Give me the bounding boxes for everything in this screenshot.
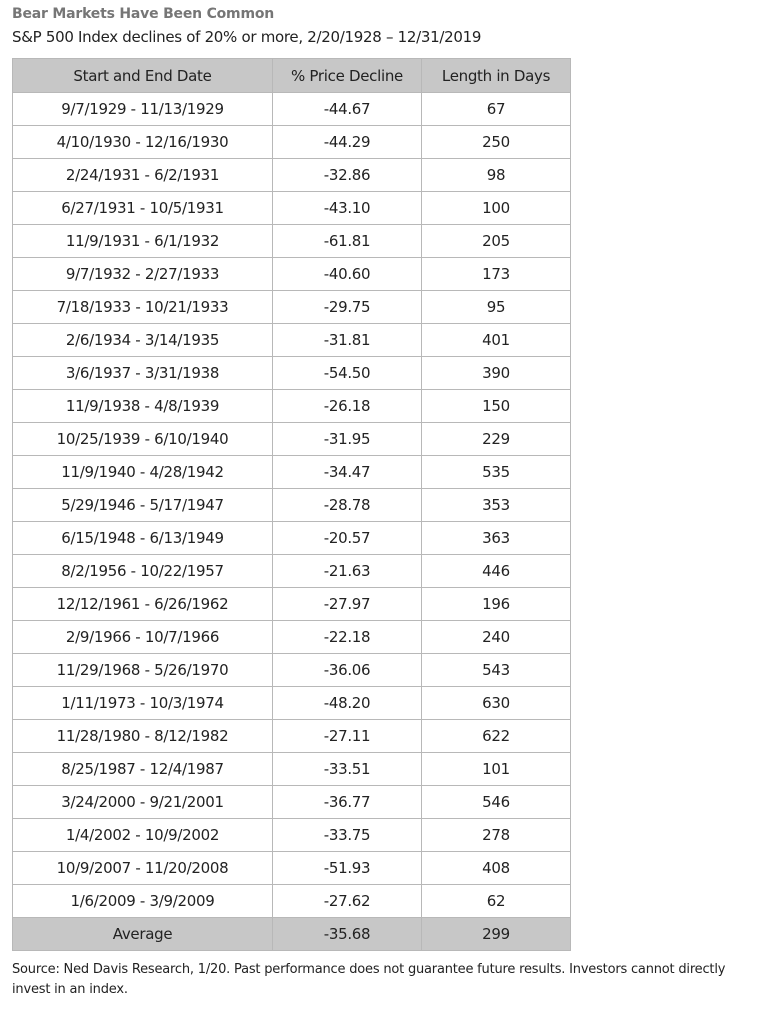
cell-days: 98 — [422, 159, 571, 192]
cell-dates: 7/18/1933 - 10/21/1933 — [13, 291, 273, 324]
cell-days: 196 — [422, 588, 571, 621]
table-header-row — [13, 59, 571, 93]
table-row — [13, 555, 571, 588]
page-subtitle: S&P 500 Index declines of 20% or more, 2/20/1928 – 12/31/2019 — [12, 28, 482, 46]
table-row — [13, 456, 571, 489]
cell-decline: -44.67 — [273, 93, 422, 126]
column-header-dates: Start and End Date — [13, 59, 273, 93]
table-row — [13, 390, 571, 423]
cell-days: 101 — [422, 753, 571, 786]
table-row — [13, 291, 571, 324]
cell-dates: 11/9/1938 - 4/8/1939 — [13, 390, 273, 423]
cell-decline: -43.10 — [273, 192, 422, 225]
table-row — [13, 819, 571, 852]
cell-days: 543 — [422, 654, 571, 687]
table-row — [13, 786, 571, 819]
table-row — [13, 258, 571, 291]
cell-decline: -31.81 — [273, 324, 422, 357]
table-row — [13, 720, 571, 753]
cell-dates: 6/27/1931 - 10/5/1931 — [13, 192, 273, 225]
cell-decline: -26.18 — [273, 390, 422, 423]
table-row — [13, 753, 571, 786]
cell-dates: 10/25/1939 - 6/10/1940 — [13, 423, 273, 456]
cell-decline: -32.86 — [273, 159, 422, 192]
cell-decline: -36.06 — [273, 654, 422, 687]
cell-decline: -27.97 — [273, 588, 422, 621]
cell-dates: 2/9/1966 - 10/7/1966 — [13, 621, 273, 654]
cell-days: 278 — [422, 819, 571, 852]
cell-decline: -29.75 — [273, 291, 422, 324]
table-row — [13, 885, 571, 918]
table-row — [13, 423, 571, 456]
source-note: Source: Ned Davis Research, 1/20. Past performance does not guarantee future results. Investors cannot directly invest in an index. — [12, 962, 726, 997]
cell-dates: 1/6/2009 - 3/9/2009 — [13, 885, 273, 918]
cell-days: 630 — [422, 687, 571, 720]
cell-decline: -21.63 — [273, 555, 422, 588]
cell-days: 67 — [422, 93, 571, 126]
cell-decline: -40.60 — [273, 258, 422, 291]
cell-dates: 2/6/1934 - 3/14/1935 — [13, 324, 273, 357]
cell-decline: -48.20 — [273, 687, 422, 720]
cell-dates: 5/29/1946 - 5/17/1947 — [13, 489, 273, 522]
column-header-days: Length in Days — [422, 59, 571, 93]
cell-decline: -20.57 — [273, 522, 422, 555]
cell-dates: 11/9/1940 - 4/28/1942 — [13, 456, 273, 489]
cell-decline: -33.51 — [273, 753, 422, 786]
table-row — [13, 357, 571, 390]
cell-days: 250 — [422, 126, 571, 159]
table-row — [13, 621, 571, 654]
cell-days: 62 — [422, 885, 571, 918]
cell-dates: 11/9/1931 - 6/1/1932 — [13, 225, 273, 258]
table-row — [13, 687, 571, 720]
cell-dates: 8/25/1987 - 12/4/1987 — [13, 753, 273, 786]
cell-days: 229 — [422, 423, 571, 456]
cell-decline: -54.50 — [273, 357, 422, 390]
page-title: Bear Markets Have Been Common — [12, 6, 275, 22]
average-label: Average — [13, 918, 273, 951]
table-row — [13, 654, 571, 687]
cell-decline: -34.47 — [273, 456, 422, 489]
cell-dates: 10/9/2007 - 11/20/2008 — [13, 852, 273, 885]
table-row — [13, 489, 571, 522]
cell-days: 622 — [422, 720, 571, 753]
cell-days: 446 — [422, 555, 571, 588]
cell-dates: 9/7/1932 - 2/27/1933 — [13, 258, 273, 291]
cell-decline: -28.78 — [273, 489, 422, 522]
cell-days: 353 — [422, 489, 571, 522]
table-row — [13, 192, 571, 225]
cell-days: 363 — [422, 522, 571, 555]
cell-dates: 12/12/1961 - 6/26/1962 — [13, 588, 273, 621]
table-row — [13, 93, 571, 126]
cell-days: 150 — [422, 390, 571, 423]
cell-dates: 1/4/2002 - 10/9/2002 — [13, 819, 273, 852]
cell-days: 408 — [422, 852, 571, 885]
cell-days: 240 — [422, 621, 571, 654]
cell-decline: -44.29 — [273, 126, 422, 159]
cell-decline: -31.95 — [273, 423, 422, 456]
cell-days: 401 — [422, 324, 571, 357]
cell-decline: -51.93 — [273, 852, 422, 885]
table-row — [13, 126, 571, 159]
cell-days: 390 — [422, 357, 571, 390]
cell-decline: -61.81 — [273, 225, 422, 258]
cell-days: 546 — [422, 786, 571, 819]
average-decline: -35.68 — [273, 918, 422, 951]
cell-days: 535 — [422, 456, 571, 489]
cell-dates: 3/6/1937 - 3/31/1938 — [13, 357, 273, 390]
cell-dates: 2/24/1931 - 6/2/1931 — [13, 159, 273, 192]
cell-dates: 8/2/1956 - 10/22/1957 — [13, 555, 273, 588]
cell-decline: -22.18 — [273, 621, 422, 654]
table-row — [13, 225, 571, 258]
cell-decline: -36.77 — [273, 786, 422, 819]
cell-dates: 11/28/1980 - 8/12/1982 — [13, 720, 273, 753]
cell-dates: 9/7/1929 - 11/13/1929 — [13, 93, 273, 126]
cell-dates: 4/10/1930 - 12/16/1930 — [13, 126, 273, 159]
average-days: 299 — [422, 918, 571, 951]
table-row — [13, 324, 571, 357]
bear-markets-table — [12, 58, 571, 951]
cell-dates: 6/15/1948 - 6/13/1949 — [13, 522, 273, 555]
average-row — [13, 918, 571, 951]
cell-decline: -27.62 — [273, 885, 422, 918]
table-row — [13, 159, 571, 192]
cell-days: 95 — [422, 291, 571, 324]
cell-days: 173 — [422, 258, 571, 291]
cell-dates: 11/29/1968 - 5/26/1970 — [13, 654, 273, 687]
cell-days: 100 — [422, 192, 571, 225]
cell-dates: 3/24/2000 - 9/21/2001 — [13, 786, 273, 819]
cell-decline: -27.11 — [273, 720, 422, 753]
column-header-decline: % Price Decline — [273, 59, 422, 93]
cell-decline: -33.75 — [273, 819, 422, 852]
table-row — [13, 522, 571, 555]
cell-dates: 1/11/1973 - 10/3/1974 — [13, 687, 273, 720]
table-row — [13, 588, 571, 621]
cell-days: 205 — [422, 225, 571, 258]
table-row — [13, 852, 571, 885]
